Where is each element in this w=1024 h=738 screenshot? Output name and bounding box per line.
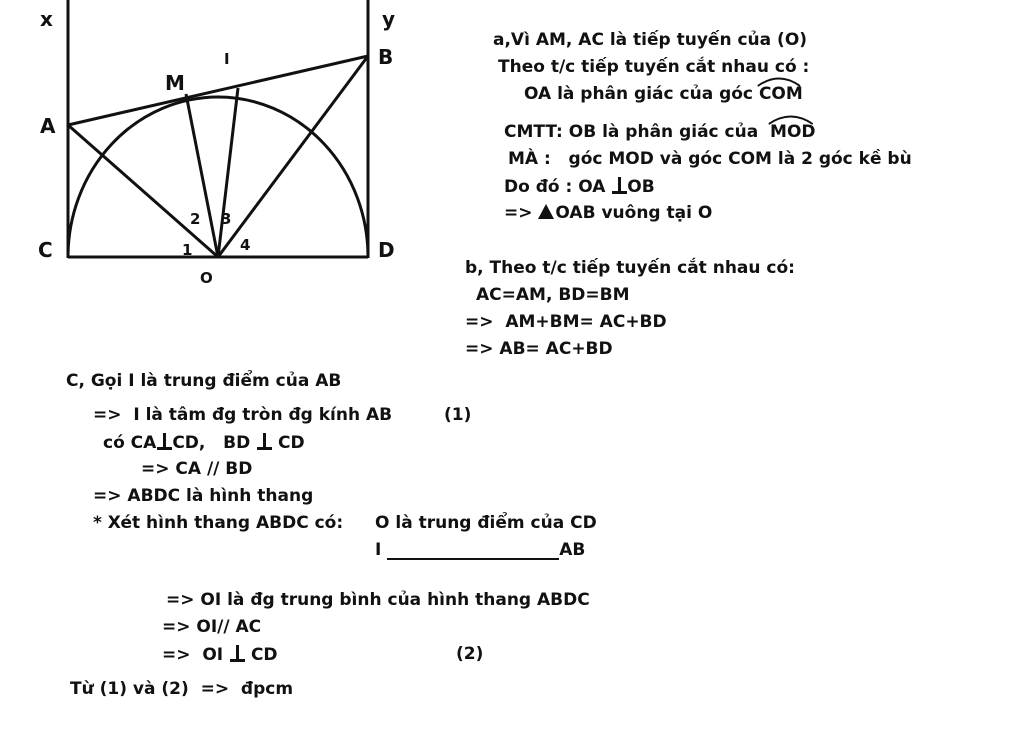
part-a-line-6-end: OB xyxy=(627,177,655,197)
part-a-line-3-text: OA là phân giác của góc xyxy=(524,84,759,104)
part-b-line-1: b, Theo t/c tiếp tuyến cắt nhau có: xyxy=(465,258,795,278)
angle-com xyxy=(759,84,803,104)
label-x: x xyxy=(40,7,53,31)
part-c-line-6-right: O là trung điểm của CD xyxy=(375,513,597,533)
part-a-line-2: Theo t/c tiếp tuyến cắt nhau có : xyxy=(498,57,810,77)
part-c-line-5: => ABDC là hình thang xyxy=(93,486,314,506)
part-a-line-5: MÀ : góc MOD và góc COM là 2 góc kề bù xyxy=(508,149,912,169)
label-m: M xyxy=(165,71,185,95)
part-a-line-6 xyxy=(504,176,655,197)
part-c-ref-2: (2) xyxy=(456,644,484,664)
perpendicular-icon xyxy=(256,432,272,450)
part-c-line-7 xyxy=(375,540,585,560)
part-a-line-4 xyxy=(504,122,816,142)
part-c-line-10-a: => OI xyxy=(162,645,230,665)
angle-label-3: 3 xyxy=(221,210,232,228)
part-b-line-3: => AM+BM= AC+BD xyxy=(465,312,667,332)
triangle-icon xyxy=(538,204,554,219)
perpendicular-icon xyxy=(611,176,627,194)
part-a-line-3 xyxy=(524,84,803,104)
label-b: B xyxy=(378,45,394,69)
part-c-line-3 xyxy=(103,432,305,453)
part-c-conclusion: Từ (1) và (2) => đpcm xyxy=(70,679,294,699)
angle-hat-icon xyxy=(768,113,813,125)
part-a-line-6-text: Do đó : OA xyxy=(504,177,612,197)
part-a-line-7-end: OAB vuông tại O xyxy=(555,203,713,223)
perpendicular-icon xyxy=(229,644,245,662)
label-i: I xyxy=(224,50,230,68)
part-c-line-7-right: AB xyxy=(559,540,586,560)
part-a-line-7 xyxy=(504,203,712,223)
part-c-line-10 xyxy=(162,644,278,665)
part-a-line-1: a,Vì AM, AC là tiếp tuyến của (O) xyxy=(493,30,808,50)
angle-hat-icon xyxy=(757,75,801,87)
part-c-line-3-b: CD, BD xyxy=(172,433,257,453)
angle-com-text: COM xyxy=(758,84,803,104)
part-c-line-9: => OI// AC xyxy=(162,617,262,637)
angle-mod-text: MOD xyxy=(770,122,816,142)
part-c-line-3-c: CD xyxy=(272,433,305,453)
label-o: O xyxy=(200,269,213,287)
part-c-line-4: => CA // BD xyxy=(141,459,253,479)
segment-oi xyxy=(218,88,238,257)
part-c-line-3-a: có CA xyxy=(103,433,157,453)
part-c-line-8: => OI là đg trung bình của hình thang ABDC xyxy=(166,590,590,610)
semicircle-o xyxy=(68,97,368,257)
part-c-line-6: * Xét hình thang ABDC có: xyxy=(93,513,344,533)
part-b-line-2: AC=AM, BD=BM xyxy=(476,285,630,305)
perpendicular-icon xyxy=(156,432,172,450)
part-c-ref-1: (1) xyxy=(444,405,472,425)
blank-underline xyxy=(387,543,559,560)
angle-label-1: 1 xyxy=(182,241,193,259)
angle-mod xyxy=(770,122,815,142)
part-a-line-4-text: CMTT: OB là phân giác của xyxy=(504,122,771,142)
label-a: A xyxy=(40,114,56,138)
label-y: y xyxy=(382,7,396,31)
part-c-line-10-b: CD xyxy=(245,645,278,665)
part-c-line-2: => I là tâm đg tròn đg kính AB xyxy=(93,405,393,425)
label-c: C xyxy=(38,238,53,262)
label-d: D xyxy=(378,238,395,262)
part-c-line-7-left: I xyxy=(375,540,388,560)
angle-label-2: 2 xyxy=(190,210,201,228)
part-b-line-4: => AB= AC+BD xyxy=(465,339,613,359)
part-a-line-7-text: => xyxy=(504,203,539,223)
angle-label-4: 4 xyxy=(240,236,251,254)
part-c-line-1: C, Gọi I là trung điểm của AB xyxy=(66,371,342,391)
